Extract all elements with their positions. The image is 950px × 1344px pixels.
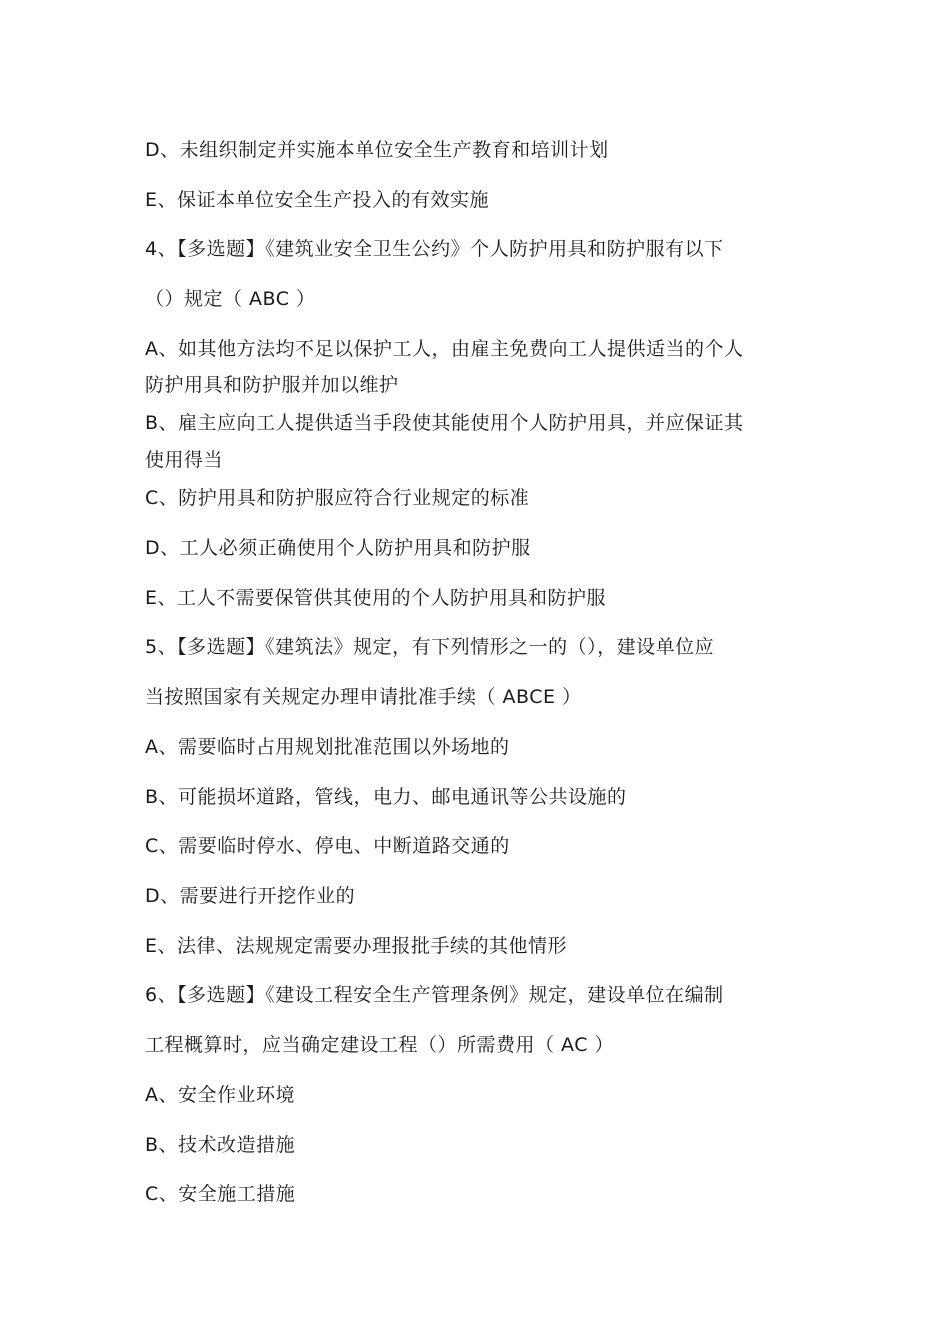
option-c-q4: C、防护用具和防护服应符合行业规定的标准 (145, 487, 530, 509)
option-a-q6: A、安全作业环境 (145, 1084, 295, 1106)
option-b-q6: B、技术改造措施 (145, 1134, 296, 1156)
option-e-q3: E、保证本单位安全生产投入的有效实施 (145, 189, 490, 211)
option-e-q5: E、法律、法规规定需要办理报批手续的其他情形 (145, 935, 568, 957)
option-c-q6: C、安全施工措施 (145, 1183, 296, 1205)
question-6-text: 6、【多选题】《建设工程安全生产管理条例》规定，建设单位在编制 (145, 984, 724, 1006)
option-b-q5: B、可能损坏道路，管线，电力、邮电通讯等公共设施的 (145, 786, 627, 808)
option-e-q4: E、工人不需要保管供其使用的个人防护用具和防护服 (145, 587, 607, 609)
option-a-q4-cont: 防护用具和防护服并加以维护 (145, 374, 399, 396)
option-d-q5: D、需要进行开挖作业的 (145, 885, 356, 907)
option-b-q4: B、雇主应向工人提供适当手段使其能使用个人防护用具，并应保证其 (145, 412, 744, 434)
question-6-answer: 工程概算时，应当确定建设工程（）所需费用（ AC ） (145, 1034, 615, 1056)
question-4-answer: （）规定（ ABC ） (145, 288, 316, 310)
question-4-text: 4、【多选题】《建筑业安全卫生公约》个人防护用具和防护服有以下 (145, 238, 724, 260)
option-a-q4: A、如其他方法均不足以保护工人，由雇主免费向工人提供适当的个人 (145, 338, 744, 360)
option-c-q5: C、需要临时停水、停电、中断道路交通的 (145, 835, 510, 857)
option-d-q3: D、未组织制定并实施本单位安全生产教育和培训计划 (145, 139, 609, 161)
option-a-q5: A、需要临时占用规划批准范围以外场地的 (145, 736, 510, 758)
option-d-q4: D、工人必须正确使用个人防护用具和防护服 (145, 537, 531, 559)
option-b-q4-cont: 使用得当 (145, 449, 224, 471)
question-5-answer: 当按照国家有关规定办理申请批准手续（ ABCE ） (145, 686, 582, 708)
question-5-text: 5、【多选题】《建筑法》规定，有下列情形之一的（），建设单位应 (145, 636, 715, 658)
